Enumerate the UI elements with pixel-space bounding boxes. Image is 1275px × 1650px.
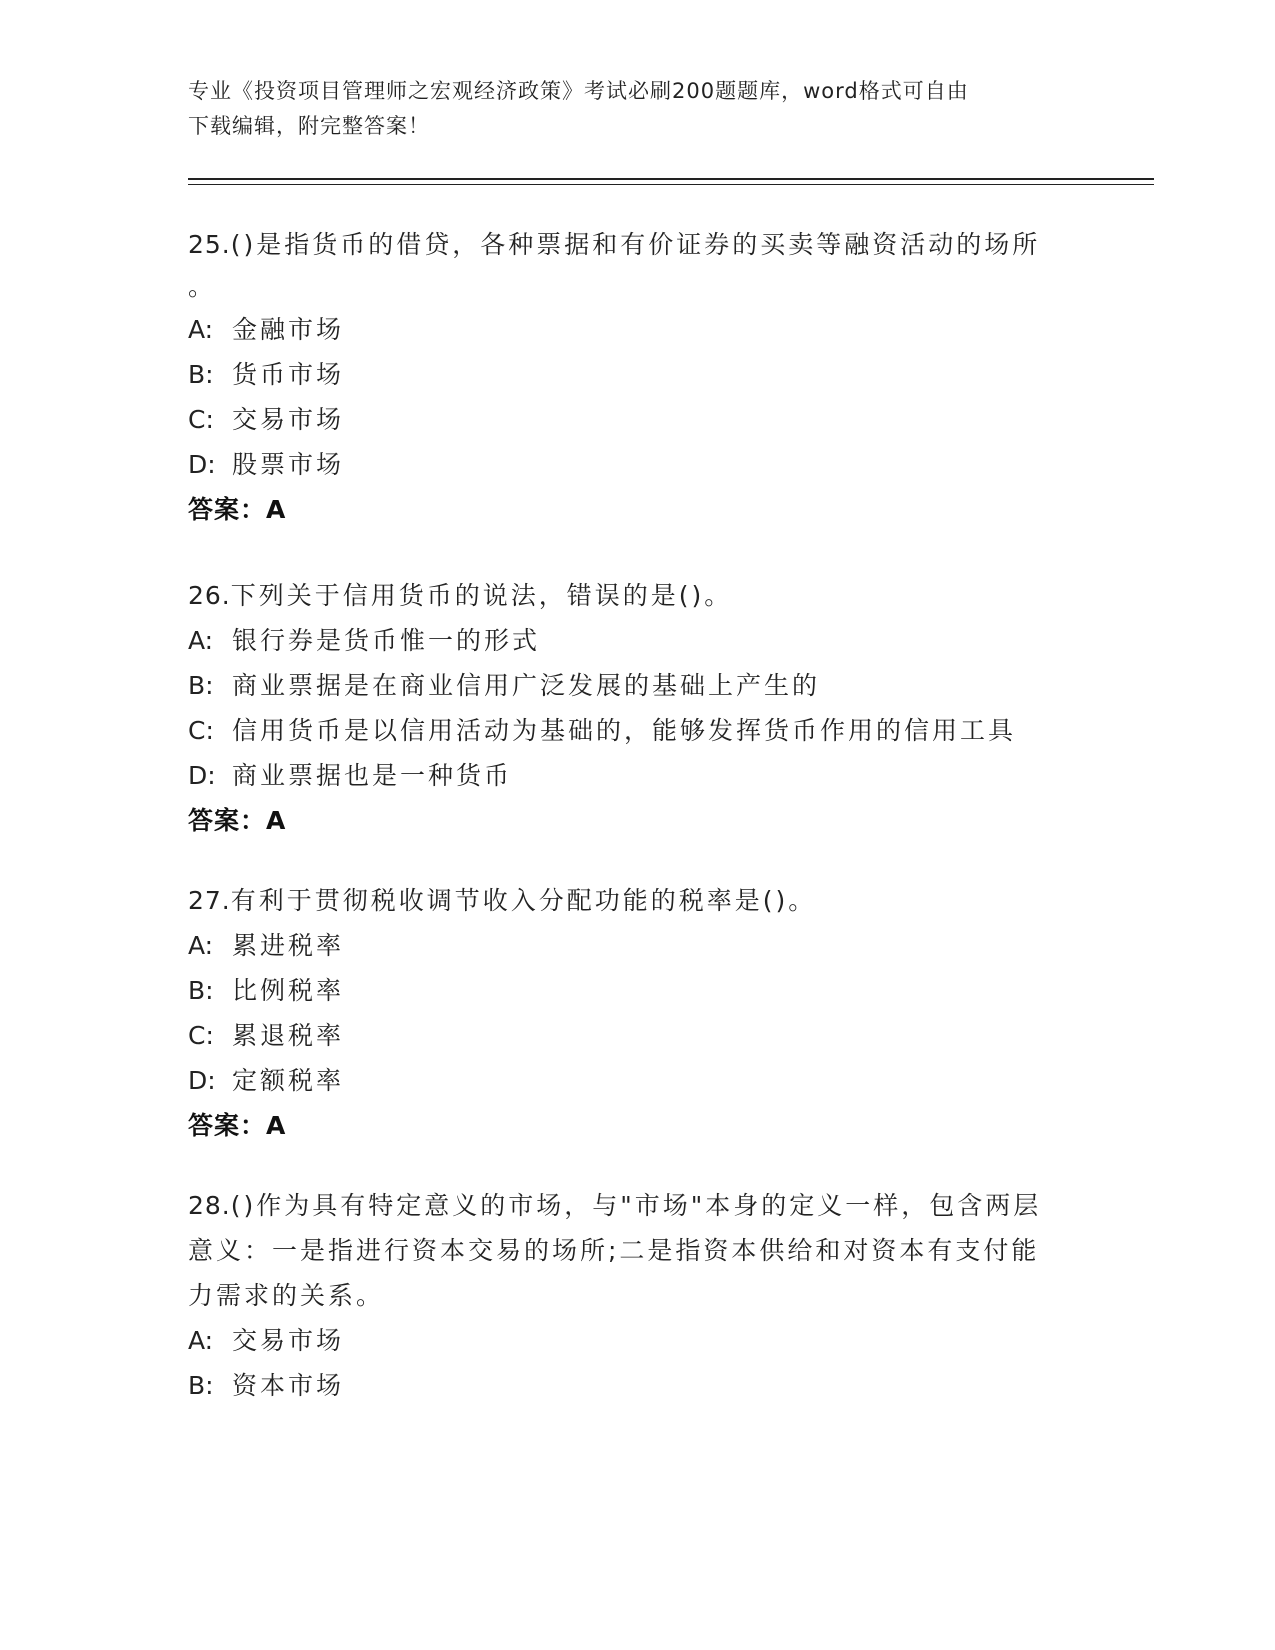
- option-letter: B:: [188, 360, 214, 389]
- document-header: [188, 74, 1088, 144]
- answer-line: [188, 798, 1088, 843]
- question-stem-line-2: 意义：一是指进行资本交易的场所;二是指资本供给和对资本有支付能: [188, 1236, 1040, 1265]
- option-a: [188, 307, 1088, 352]
- option-letter: D:: [188, 1066, 216, 1095]
- option-a: [188, 923, 1088, 968]
- header-line-1: 专业《投资项目管理师之宏观经济政策》考试必刷200题题库，word格式可自由: [188, 79, 969, 103]
- question-text: [188, 1183, 1088, 1228]
- header-divider-thin: [188, 184, 1154, 185]
- question-stem-line-1: ()作为具有特定意义的市场，与"市场"本身的定义一样，包含两层: [230, 1191, 1042, 1220]
- question-26: [188, 573, 1088, 843]
- option-c: [188, 397, 1088, 442]
- option-d: [188, 1058, 1088, 1103]
- question-27: [188, 878, 1088, 1148]
- answer-label: 答案：: [188, 806, 267, 835]
- option-c: [188, 1013, 1088, 1058]
- answer-value: A: [266, 495, 287, 524]
- option-letter: D:: [188, 450, 216, 479]
- question-number: 26.: [188, 581, 231, 610]
- option-a: [188, 618, 1088, 663]
- option-text: 比例税率: [232, 976, 345, 1005]
- option-letter: B:: [188, 976, 214, 1005]
- question-stem-line-2: 。: [188, 272, 217, 301]
- option-letter: B:: [188, 671, 214, 700]
- option-d: [188, 753, 1088, 798]
- question-25: [188, 222, 1088, 532]
- question-stem-line-1: ()是指货币的借贷，各种票据和有价证券的买卖等融资活动的场所: [230, 230, 1041, 259]
- question-28: [188, 1183, 1088, 1408]
- option-text: 累进税率: [232, 931, 345, 960]
- option-b: [188, 352, 1088, 397]
- answer-value: A: [266, 806, 287, 835]
- option-letter: A:: [188, 626, 214, 655]
- question-text: [188, 573, 1088, 618]
- option-b: [188, 968, 1088, 1013]
- question-number: 27.: [188, 886, 231, 915]
- option-text: 货币市场: [232, 360, 345, 389]
- option-text: 金融市场: [232, 315, 345, 344]
- answer-line: [188, 487, 1088, 532]
- option-letter: B:: [188, 1371, 214, 1400]
- answer-line: [188, 1103, 1088, 1148]
- option-letter: A:: [188, 315, 214, 344]
- option-b: [188, 1363, 1088, 1408]
- question-stem-line-3: 力需求的关系。: [188, 1281, 385, 1310]
- option-b: [188, 663, 1088, 708]
- option-text: 商业票据也是一种货币: [232, 761, 513, 790]
- option-text: 银行券是货币惟一的形式: [232, 626, 541, 655]
- answer-label: 答案：: [188, 1111, 267, 1140]
- header-divider-thick: [188, 178, 1154, 180]
- option-text: 商业票据是在商业信用广泛发展的基础上产生的: [232, 671, 821, 700]
- option-text: 信用货币是以信用活动为基础的，能够发挥货币作用的信用工具: [232, 716, 1017, 745]
- option-letter: C:: [188, 716, 214, 745]
- question-number: 25.: [188, 230, 231, 259]
- option-text: 交易市场: [232, 405, 345, 434]
- option-letter: D:: [188, 761, 216, 790]
- option-text: 交易市场: [232, 1326, 345, 1355]
- answer-label: 答案：: [188, 495, 267, 524]
- option-c: [188, 708, 1088, 753]
- option-text: 资本市场: [232, 1371, 345, 1400]
- question-stem-line-1: 下列关于信用货币的说法，错误的是()。: [230, 581, 733, 610]
- question-text: [188, 222, 1088, 267]
- answer-value: A: [266, 1111, 287, 1140]
- option-letter: C:: [188, 1021, 214, 1050]
- option-a: [188, 1318, 1088, 1363]
- question-stem-line-1: 有利于贯彻税收调节收入分配功能的税率是()。: [230, 886, 817, 915]
- option-letter: A:: [188, 931, 214, 960]
- question-number: 28.: [188, 1191, 231, 1220]
- header-line-2: 下载编辑，附完整答案！: [188, 114, 430, 138]
- option-text: 定额税率: [232, 1066, 345, 1095]
- option-letter: C:: [188, 405, 214, 434]
- option-text: 股票市场: [232, 450, 345, 479]
- option-d: [188, 442, 1088, 487]
- option-letter: A:: [188, 1326, 214, 1355]
- option-text: 累退税率: [232, 1021, 345, 1050]
- question-text: [188, 878, 1088, 923]
